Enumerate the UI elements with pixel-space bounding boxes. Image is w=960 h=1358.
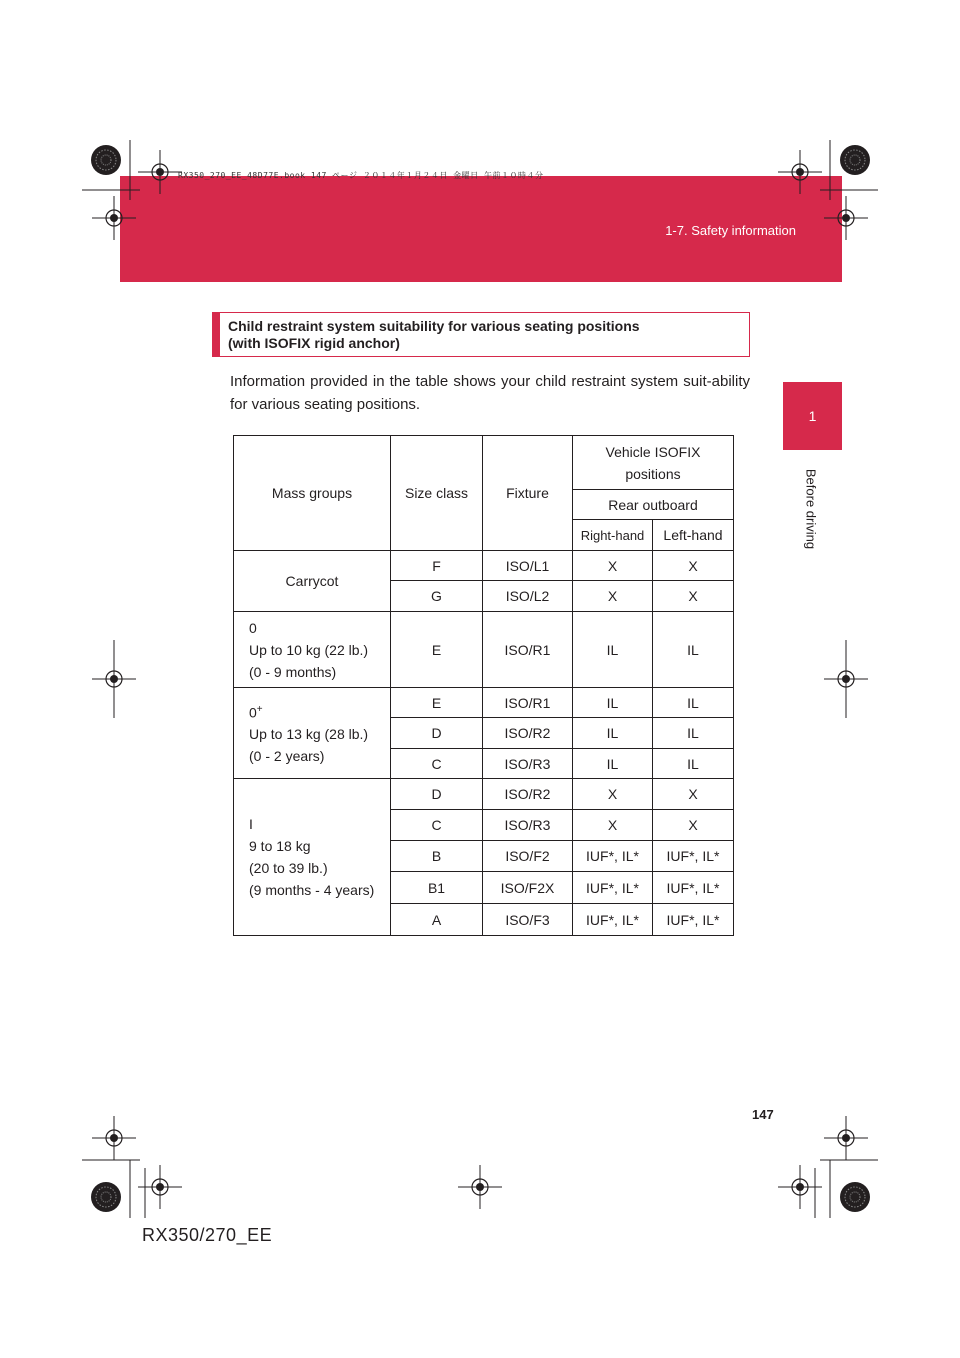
group-1-line3: (20 to 39 lb.)	[249, 860, 328, 876]
header-vehicle-isofix-line2: positions	[625, 465, 681, 482]
cell-left: IL	[653, 688, 734, 718]
page-number: 147	[752, 1107, 774, 1122]
cell-right: IL	[573, 612, 653, 688]
group-1-line2: 9 to 18 kg	[249, 838, 311, 854]
cell-right: X	[573, 551, 653, 581]
group-0-line1: 0	[249, 619, 257, 636]
cell-left: IL	[653, 718, 734, 749]
cell-left: X	[653, 551, 734, 581]
group-0plus-line3: (0 - 2 years)	[249, 748, 325, 765]
cell-size: B1	[391, 872, 483, 904]
cell-fixture: ISO/L2	[483, 581, 573, 612]
book-info: RX350_270_EE_48D77E.book 147 ページ ２０１４年１月２４日 金曜日 午前１０時４分	[178, 171, 544, 180]
cell-left: IUF*, IL*	[653, 904, 734, 936]
cell-fixture: ISO/R2	[483, 718, 573, 749]
cell-fixture: ISO/R1	[483, 688, 573, 718]
cell-right: IL	[573, 718, 653, 749]
cell-fixture: ISO/R1	[483, 612, 573, 688]
cell-left: X	[653, 581, 734, 612]
cell-size: A	[391, 904, 483, 936]
cell-right: IL	[573, 749, 653, 779]
cell-size: D	[391, 718, 483, 749]
cell-size: F	[391, 551, 483, 581]
group-1-line1: I	[249, 816, 253, 832]
cell-fixture: ISO/F2	[483, 841, 573, 872]
cell-size: E	[391, 612, 483, 688]
group-0plus-sup: +	[256, 703, 263, 715]
header-rear-outboard: Rear outboard	[573, 490, 734, 520]
heading-line-1: Child restraint system suitability for various seating positions	[228, 318, 640, 334]
cell-left: IL	[653, 612, 734, 688]
cell-right: IUF*, IL*	[573, 841, 653, 872]
header-mass-groups: Mass groups	[234, 436, 391, 551]
registration-mark-icon	[92, 1116, 136, 1160]
chapter-number: 1	[808, 408, 817, 424]
cell-right: X	[573, 810, 653, 841]
cell-fixture: ISO/R3	[483, 749, 573, 779]
cell-size: C	[391, 749, 483, 779]
registration-mark-icon	[458, 1165, 502, 1209]
chapter-label: Before driving	[803, 468, 819, 550]
header-left-hand: Left-hand	[653, 520, 734, 551]
cell-right: IUF*, IL*	[573, 904, 653, 936]
group-carrycot: Carrycot	[234, 551, 391, 612]
group-0plus-line1: 0	[249, 704, 257, 721]
header-right-hand: Right-hand	[573, 520, 653, 551]
cell-size: E	[391, 688, 483, 718]
header-vehicle-isofix-line1: Vehicle ISOFIX	[605, 443, 701, 460]
cell-size: C	[391, 810, 483, 841]
registration-star-icon	[840, 145, 870, 175]
group-0plus-line2: Up to 13 kg (28 lb.)	[249, 726, 369, 743]
group-0-line3: (0 - 9 months)	[249, 663, 337, 680]
group-0-line2: Up to 10 kg (22 lb.)	[249, 641, 369, 658]
cell-right: X	[573, 779, 653, 810]
cell-right: X	[573, 581, 653, 612]
header-size-class: Size class	[391, 436, 483, 551]
cell-size: G	[391, 581, 483, 612]
registration-star-icon	[840, 1182, 870, 1212]
cell-fixture: ISO/F2X	[483, 872, 573, 904]
intro-paragraph: Information provided in the table shows your child restraint system suit-ability for various seating positions.	[230, 373, 750, 413]
cell-left: X	[653, 810, 734, 841]
cell-size: D	[391, 779, 483, 810]
registration-star-icon	[91, 145, 121, 175]
registration-mark-icon	[824, 1116, 868, 1160]
registration-star-icon	[91, 1182, 121, 1212]
registration-mark-icon	[138, 150, 182, 194]
header-fixture: Fixture	[483, 436, 573, 551]
cell-fixture: ISO/F3	[483, 904, 573, 936]
registration-mark-icon	[92, 196, 136, 240]
cell-fixture: ISO/R3	[483, 810, 573, 841]
section-title: 1-7. Safety information	[665, 223, 796, 238]
cell-fixture: ISO/L1	[483, 551, 573, 581]
cell-fixture: ISO/R2	[483, 779, 573, 810]
registration-mark-icon	[824, 196, 868, 240]
group-1-line4: (9 months - 4 years)	[249, 882, 375, 898]
cell-left: IL	[653, 749, 734, 779]
model-code: RX350/270_EE	[142, 1225, 273, 1245]
cell-left: IUF*, IL*	[653, 841, 734, 872]
cell-left: IUF*, IL*	[653, 872, 734, 904]
cell-right: IUF*, IL*	[573, 872, 653, 904]
registration-mark-icon	[778, 150, 822, 194]
cell-right: IL	[573, 688, 653, 718]
cell-size: B	[391, 841, 483, 872]
heading-line-2: (with ISOFIX rigid anchor)	[228, 335, 400, 351]
cell-left: X	[653, 779, 734, 810]
